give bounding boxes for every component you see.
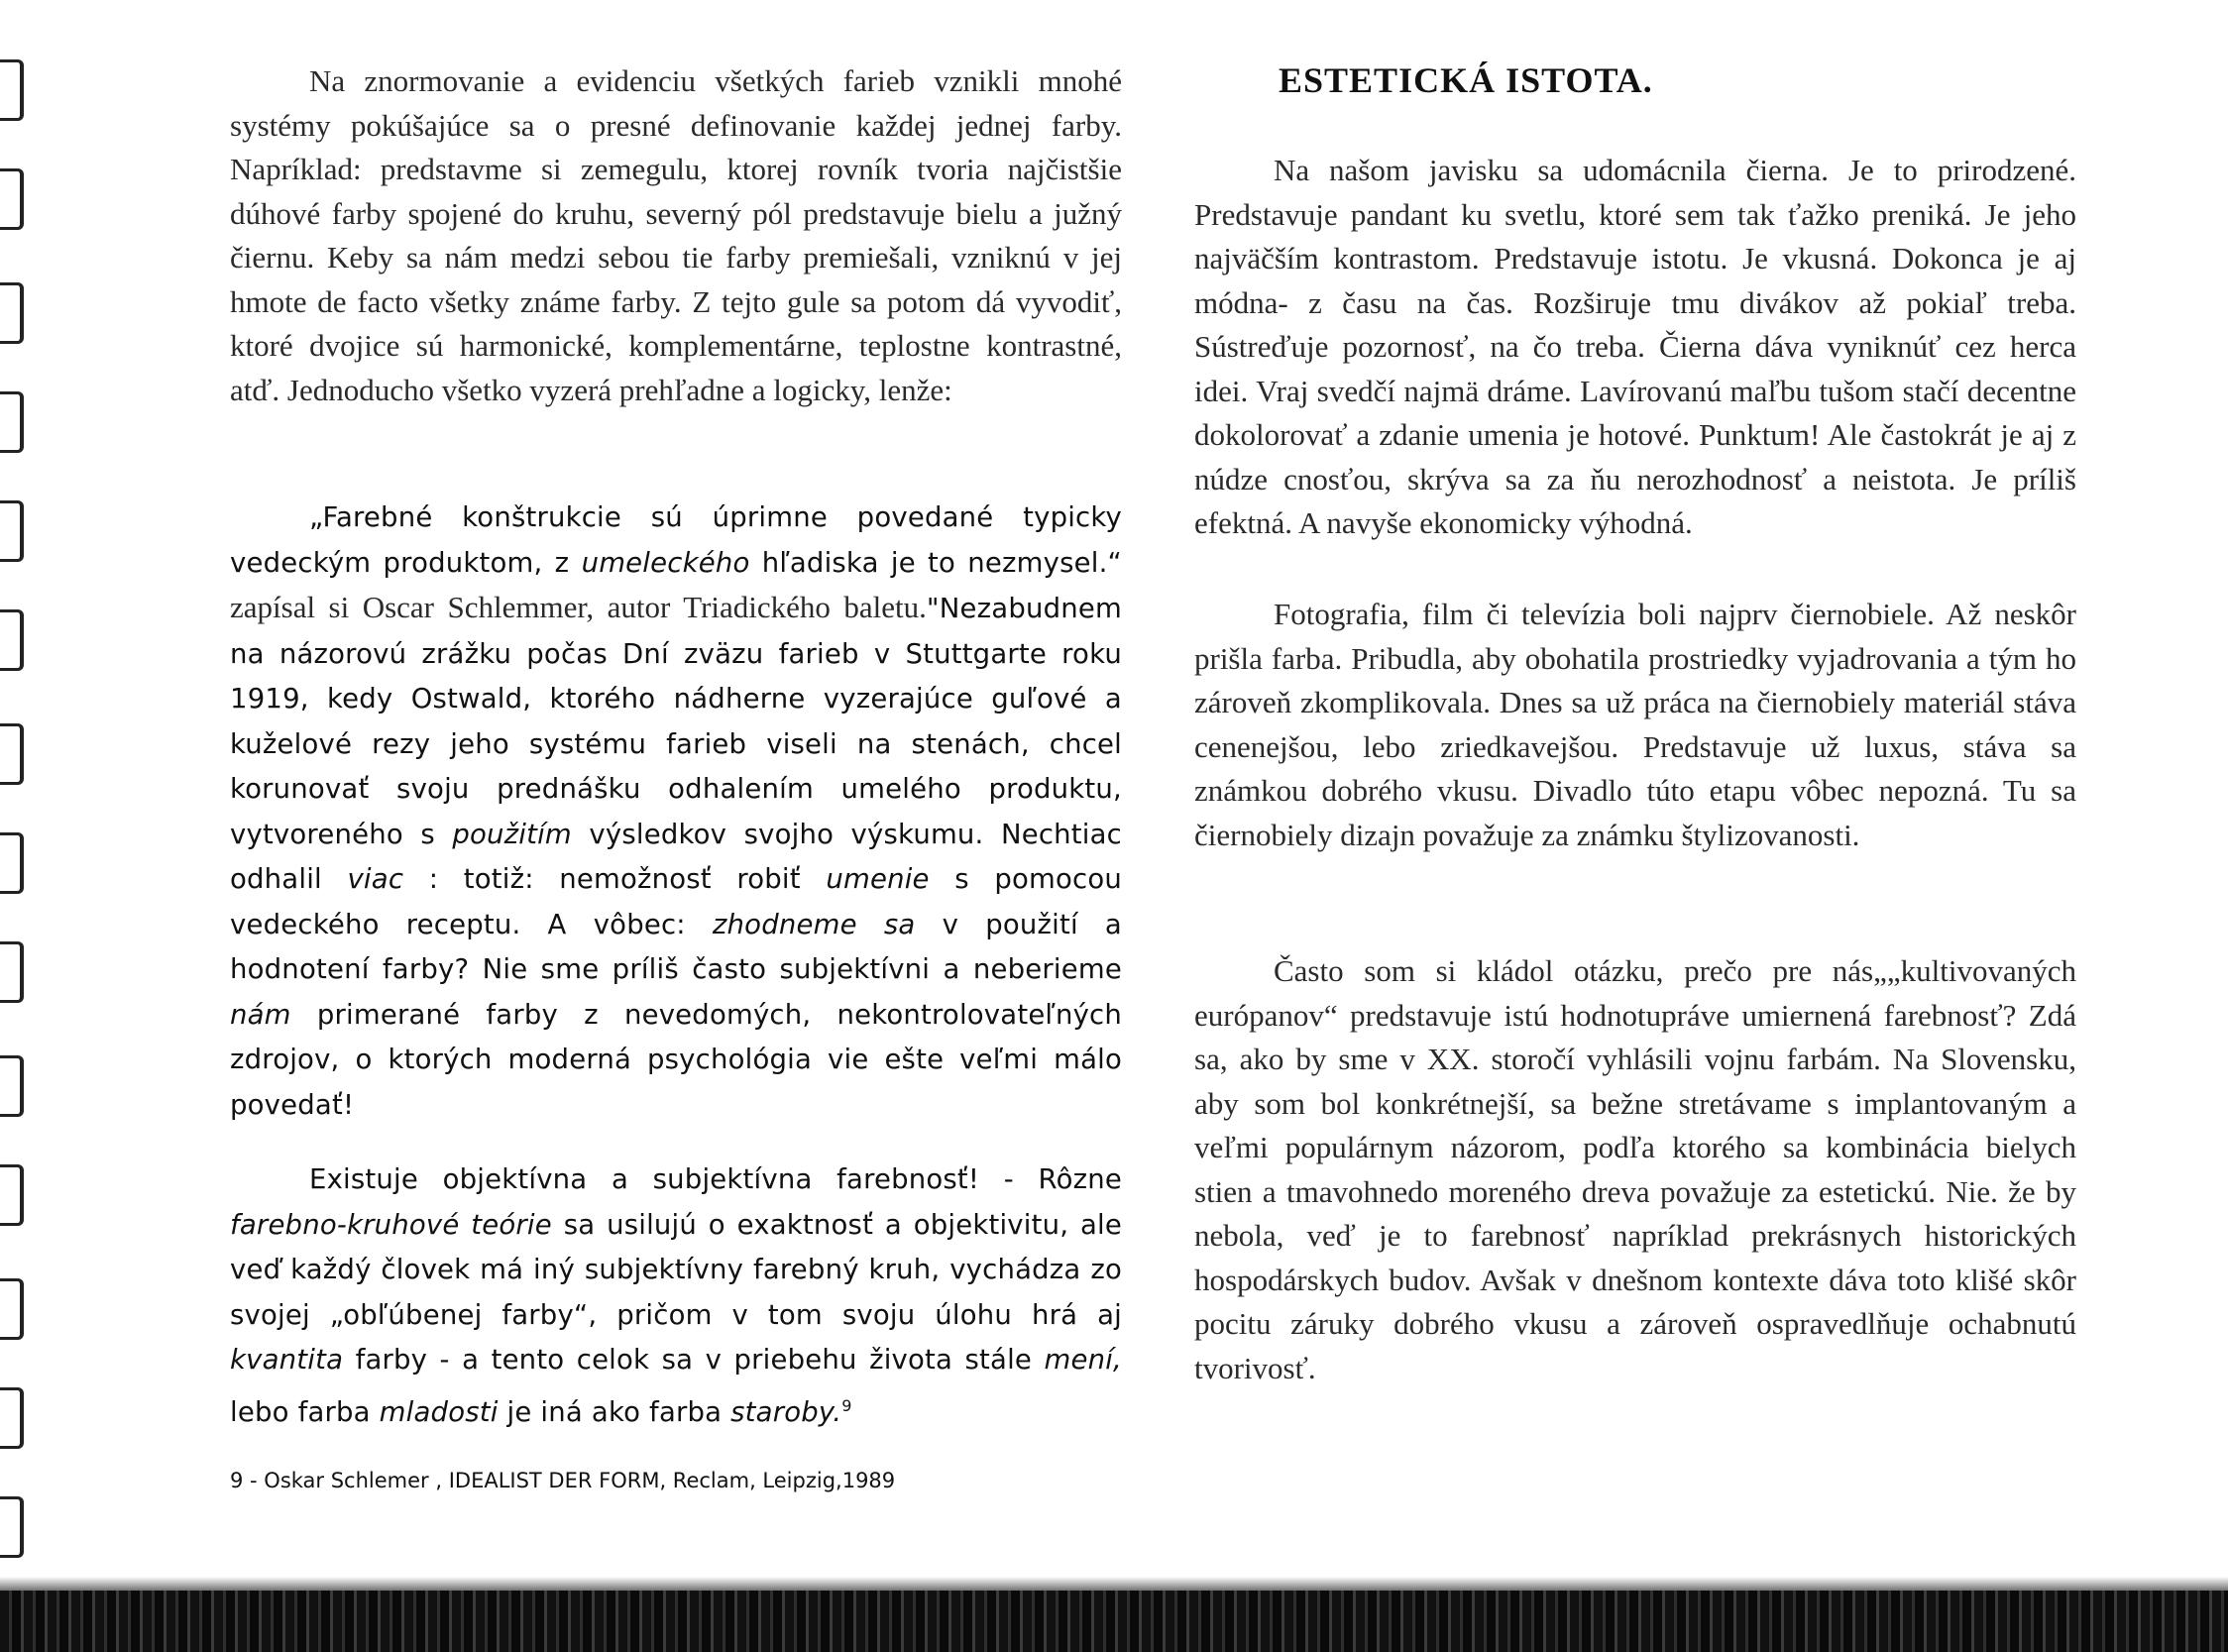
- left-quote-paragraph: [230, 496, 1122, 1128]
- quote-text-b2: výsledkov svojho výskumu. Nechtiac odhalil: [230, 818, 1122, 895]
- quote-text-b4: s pomocou vedeckého receptu. A vôbec:: [230, 863, 1122, 940]
- footnote-marker: 9: [841, 1395, 852, 1415]
- p3-text-a4: lebo farba: [230, 1395, 380, 1428]
- p3-text-a2: sa usilujú o exaktnosť a objektivitu, ale veď každý človek má iný subjektívny farebný kruh, vychádza zo svojej „obľúbenej farby“, pričom v tom svoju úlohu hrá aj: [230, 1208, 1122, 1331]
- quote-em-b4: zhodneme sa: [712, 908, 916, 940]
- section-title: ESTETICKÁ ISTOTA.: [1279, 60, 1653, 100]
- left-paragraph-3: [230, 1157, 1122, 1435]
- p3-text-a5: je iná ako farba: [498, 1395, 731, 1428]
- footnote: 9 - Oskar Schlemer , IDEALIST DER FORM, Reclam, Leipzig,1989: [230, 1469, 896, 1492]
- quote-attribution: zapísal si Oscar Schlemmer, autor Triadického baletu.: [230, 590, 927, 624]
- p3-text-a: Existuje objektívna a subjektívna farebnosť! - Rôzne: [309, 1163, 1122, 1195]
- p3-em-a2: kvantita: [230, 1344, 344, 1376]
- quote-text-a2: hľadiska je to nezmysel.“: [749, 546, 1123, 579]
- right-paragraph-1: Na našom javisku sa udomácnila čierna. Je to prirodzené. Predstavuje pandant ku svetlu, ktoré sem tak ťažko preniká. Je jeho najväčším kontrastom. Predstavuje istotu. Je vkusná. Dokonca je aj módna- z času na čas. Rozširuje tmu divákov až pokiaľ treba. Sústreďuje pozornosť, na čo treba. Čierna dáva vyniknúť cez herca idei. Vraj svedčí najmä dráme. Lavírovanú maľbu tušom stačí decentne dokolorovať a zdanie umenia je hotové. Punktum! Ale častokrát je aj z núdze cnosťou, skrýva sa za ňu nerozhodnosť a neistota. Je príliš efektná. A navyše ekonomicky výhodná.: [1194, 153, 2076, 540]
- quote-text-b5: v použití a hodnotení farby? Nie sme príliš často subjektívni a neberieme: [230, 908, 1122, 985]
- right-paragraph-3: Často som si kládol otázku, prečo pre nás„„kultivovaných európanov“ predstavuje istú hodnotupráve umiernená farebnosť? Zdá sa, ako by sme v XX. storočí vyhlásili vojnu farbám. Na Slovensku, aby som bol konkrétnejší, sa bežne stretávame s implantovaným a veľmi populárnym názorom, podľa ktorého sa kombinácia bielych stien a tmavohnedo moreného dreva považuje za estetickú. Nie. že by nebola, veď je to farebnosť napríklad prekrásnych historických hospodárskych budov. Avšak v dnešnom kontexte dáva toto klišé skôr pocitu záruky dobrého vkusu a zároveň ospravedlňuje ochabnutú tvorivosť.: [1194, 953, 2076, 1385]
- p3-em-a4: mladosti: [379, 1395, 499, 1428]
- quote-text-b: "Nezabudnem na názorovú zrážku počas Dní zväzu farieb v Stuttgarte roku 1919, kedy Ostwald, ktorého nádherne vyzerajúce guľové a kuželové rezy jeho systému farieb viseli na stenách, chcel korunovať svoju prednášku odhalením umelého produktu, vytvoreného s: [230, 593, 1122, 850]
- p3-em-a5: staroby.: [730, 1395, 842, 1428]
- p3-em-a: farebno-kruhové teórie: [230, 1208, 552, 1241]
- spiral-binding: [0, 0, 30, 1576]
- scan-bottom-edge: [0, 1591, 2228, 1652]
- quote-em-a: umeleckého: [581, 546, 750, 579]
- quote-text-a: „Farebné konštrukcie sú úprimne povedané typicky vedeckým produktom, z: [230, 501, 1122, 579]
- quote-em-b2: viac: [347, 863, 404, 895]
- p3-text-a3: farby - a tento celok sa v priebehu života stále: [343, 1344, 1045, 1376]
- p3-em-a3: mení,: [1044, 1344, 1122, 1376]
- quote-text-b3: : totiž: nemožnosť robiť: [403, 863, 827, 895]
- quote-text-b6: primerané farby z nevedomých, nekontrolovateľných zdrojov, o ktorých moderná psychológia vie ešte veľmi málo povedať!: [230, 998, 1122, 1121]
- left-paragraph-1: Na znormovanie a evidenciu všetkých farieb vznikli mnohé systémy pokúšajúce sa o presné definovanie každej jednej farby. Napríklad: predstavme si zemegulu, ktorej rovník tvoria najčistšie dúhové farby spojené do kruhu, severný pól predstavuje bielu a južný čiernu. Keby sa nám medzi sebou tie farby premiešali, vzniknú v jej hmote de facto všetky známe farby. Z tejto gule sa potom dá vyvodiť, ktoré dvojice sú harmonické, komplementárne, teplostne kontrastné, atď. Jednoducho všetko vyzerá prehľadne a logicky, lenže:: [230, 63, 1122, 407]
- quote-em-b3: umenie: [826, 863, 930, 895]
- right-paragraph-2: Fotografia, film či televízia boli najprv čiernobiele. Až neskôr prišla farba. Pribudla, aby obohatila prostriedky vyjadrovania a tým ho zároveň zkomplikovala. Dnes sa už práca na čiernobiely materiál stáva cenenejšou, lebo zriedkavejšou. Predstavuje už luxus, stáva sa známkou dobrého vkusu. Divadlo túto etapu vôbec nepozná. Tu sa čiernobiely dizajn považuje za známku štylizovanosti.: [1194, 597, 2076, 852]
- quote-em-b5: nám: [230, 998, 291, 1031]
- quote-em-b1: použitím: [452, 818, 572, 850]
